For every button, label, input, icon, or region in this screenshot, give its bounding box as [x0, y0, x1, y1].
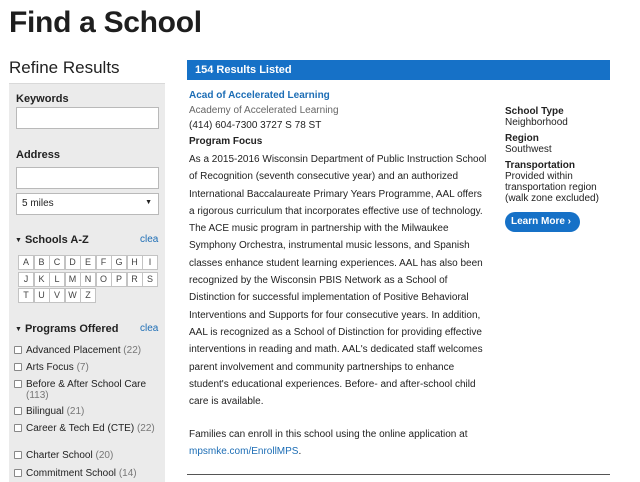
program-filter-text — [26, 468, 164, 479]
caret-down-icon: ▼ — [15, 237, 22, 244]
program-filter-item[interactable] — [14, 345, 164, 356]
schools-az-clear-link[interactable]: clea — [140, 234, 159, 245]
results-count-bar: 154 Results Listed — [187, 60, 610, 80]
school-full-name: Academy of Accelerated Learning — [189, 105, 339, 116]
letter-j-button[interactable]: J — [18, 272, 34, 287]
letter-k-button[interactable]: K — [34, 272, 50, 287]
checkbox[interactable] — [14, 363, 22, 371]
checkbox[interactable] — [14, 424, 22, 432]
program-filter-count: (21) — [66, 406, 85, 417]
checkbox[interactable] — [14, 451, 22, 459]
letter-s-button[interactable]: S — [142, 272, 158, 287]
program-filter-item[interactable] — [14, 379, 164, 401]
program-filter-item[interactable] — [14, 406, 164, 417]
transportation-label: Transportation — [505, 160, 576, 171]
learn-more-button[interactable]: Learn More › — [505, 212, 580, 232]
caret-down-icon: ▼ — [15, 326, 22, 333]
schools-az-toggle[interactable] — [15, 234, 89, 246]
checkbox[interactable] — [14, 380, 22, 388]
program-filter-text — [26, 406, 164, 417]
region-value: Southwest — [505, 144, 552, 155]
refine-results-heading: Refine Results — [9, 58, 120, 77]
program-filter-count: (22) — [136, 423, 155, 434]
region-label: Region — [505, 133, 539, 144]
program-filter-item[interactable] — [14, 362, 164, 373]
page-title: Find a School — [9, 6, 202, 39]
school-type-label: School Type — [505, 106, 564, 117]
keywords-label: Keywords — [16, 93, 69, 105]
program-filter-text — [26, 362, 164, 373]
letter-f-button[interactable]: F — [96, 255, 112, 270]
program-filter-count: (113) — [26, 390, 49, 401]
letter-c-button[interactable]: C — [49, 255, 65, 270]
program-filter-label: Before & After School Care — [26, 379, 147, 390]
distance-select[interactable] — [16, 193, 159, 215]
enroll-period: . — [298, 446, 302, 457]
letter-h-button[interactable]: H — [127, 255, 143, 270]
program-filter-label: Commitment School — [26, 468, 117, 479]
school-name-link[interactable]: Acad of Accelerated Learning — [189, 90, 330, 101]
program-filter-label: Bilingual — [26, 406, 64, 417]
letter-p-button[interactable]: P — [111, 272, 127, 287]
letter-d-button[interactable]: D — [65, 255, 81, 270]
checkbox[interactable] — [14, 346, 22, 354]
checkbox[interactable] — [14, 469, 22, 477]
letter-u-button[interactable]: U — [34, 288, 50, 303]
school-type-block — [505, 106, 568, 128]
letter-a-button[interactable]: A — [18, 255, 34, 270]
letter-z-button[interactable]: Z — [80, 288, 96, 303]
program-filter-text — [26, 423, 164, 434]
region-block — [505, 133, 552, 155]
program-filter-label: Advanced Placement — [26, 345, 121, 356]
address-input[interactable] — [16, 167, 159, 189]
letter-o-button[interactable]: O — [96, 272, 112, 287]
program-filter-count: (22) — [123, 345, 142, 356]
program-filter-item[interactable] — [14, 450, 164, 461]
letter-w-button[interactable]: W — [65, 288, 81, 303]
letter-n-button[interactable]: N — [80, 272, 96, 287]
program-filter-text — [26, 450, 164, 461]
letter-r-button[interactable]: R — [127, 272, 143, 287]
program-filter-item[interactable] — [14, 468, 164, 479]
program-filter-count: (7) — [76, 362, 89, 373]
school-phone-address: (414) 604-7300 3727 S 78 ST — [189, 120, 322, 131]
program-filter-item[interactable] — [14, 423, 164, 434]
keywords-input[interactable] — [16, 107, 159, 129]
letter-m-button[interactable]: M — [65, 272, 81, 287]
program-filter-count: (20) — [95, 450, 114, 461]
program-focus-heading: Program Focus — [189, 136, 263, 147]
program-filter-count: (14) — [118, 468, 137, 479]
chevron-down-icon: ▼ — [145, 199, 152, 206]
divider — [187, 474, 610, 475]
program-focus-text: As a 2015-2016 Wisconsin Department of Public Instruction School of Recognition (seventh consecutive year) and an authorized International Baccalaureate Primary Years Programme, AAL offers a rigorous curriculum that incorporates effective use of technology. The ACE music program in partnership with the Milwaukee Symphony Orchestra, instrumental music lessons, and Spanish classes enhance student learning experiences. AAL has also been recognized by the Wisconsin PBIS Network as a School of Distinction for successful implementation of Positive Behavioral Interventions and Supports for four consecutive years. In addition, AAL is recognized as a School of Distinction for providing effective interventions in reading and math. AAL's dedicated staff welcomes parent involvement and community partnerships to enhance student's educational experiences. Before- and after-school child care is available. — [189, 154, 487, 408]
filter-sidebar — [9, 83, 165, 482]
program-filter-label: Arts Focus — [26, 362, 74, 373]
program-filter-label: Career & Tech Ed (CTE) — [26, 423, 135, 434]
programs-offered-toggle[interactable] — [15, 323, 118, 335]
address-label: Address — [16, 149, 61, 161]
program-filter-text — [26, 379, 164, 401]
transportation-block — [505, 160, 610, 204]
program-filter-text — [26, 345, 164, 356]
letter-g-button[interactable]: G — [111, 255, 127, 270]
enroll-link[interactable]: mpsmke.com/EnrollMPS — [189, 446, 299, 457]
school-type-value: Neighborhood — [505, 117, 568, 128]
program-filter-label: Charter School — [26, 450, 93, 461]
programs-offered-label: Programs Offered — [24, 323, 119, 335]
enroll-text: Families can enroll in this school using the online application at — [189, 429, 468, 440]
programs-clear-link[interactable]: clea — [140, 323, 159, 334]
transportation-value: Provided within transportation region (walk zone excluded) — [505, 171, 599, 204]
letter-e-button[interactable]: E — [80, 255, 96, 270]
checkbox[interactable] — [14, 407, 22, 415]
distance-selected-value: 5 miles — [22, 198, 54, 209]
letter-v-button[interactable]: V — [49, 288, 65, 303]
enroll-paragraph — [189, 426, 489, 460]
letter-t-button[interactable]: T — [18, 288, 34, 303]
letter-b-button[interactable]: B — [34, 255, 50, 270]
schools-az-label: Schools A-Z — [24, 234, 89, 246]
letter-l-button[interactable]: L — [49, 272, 65, 287]
letter-i-button[interactable]: I — [142, 255, 158, 270]
